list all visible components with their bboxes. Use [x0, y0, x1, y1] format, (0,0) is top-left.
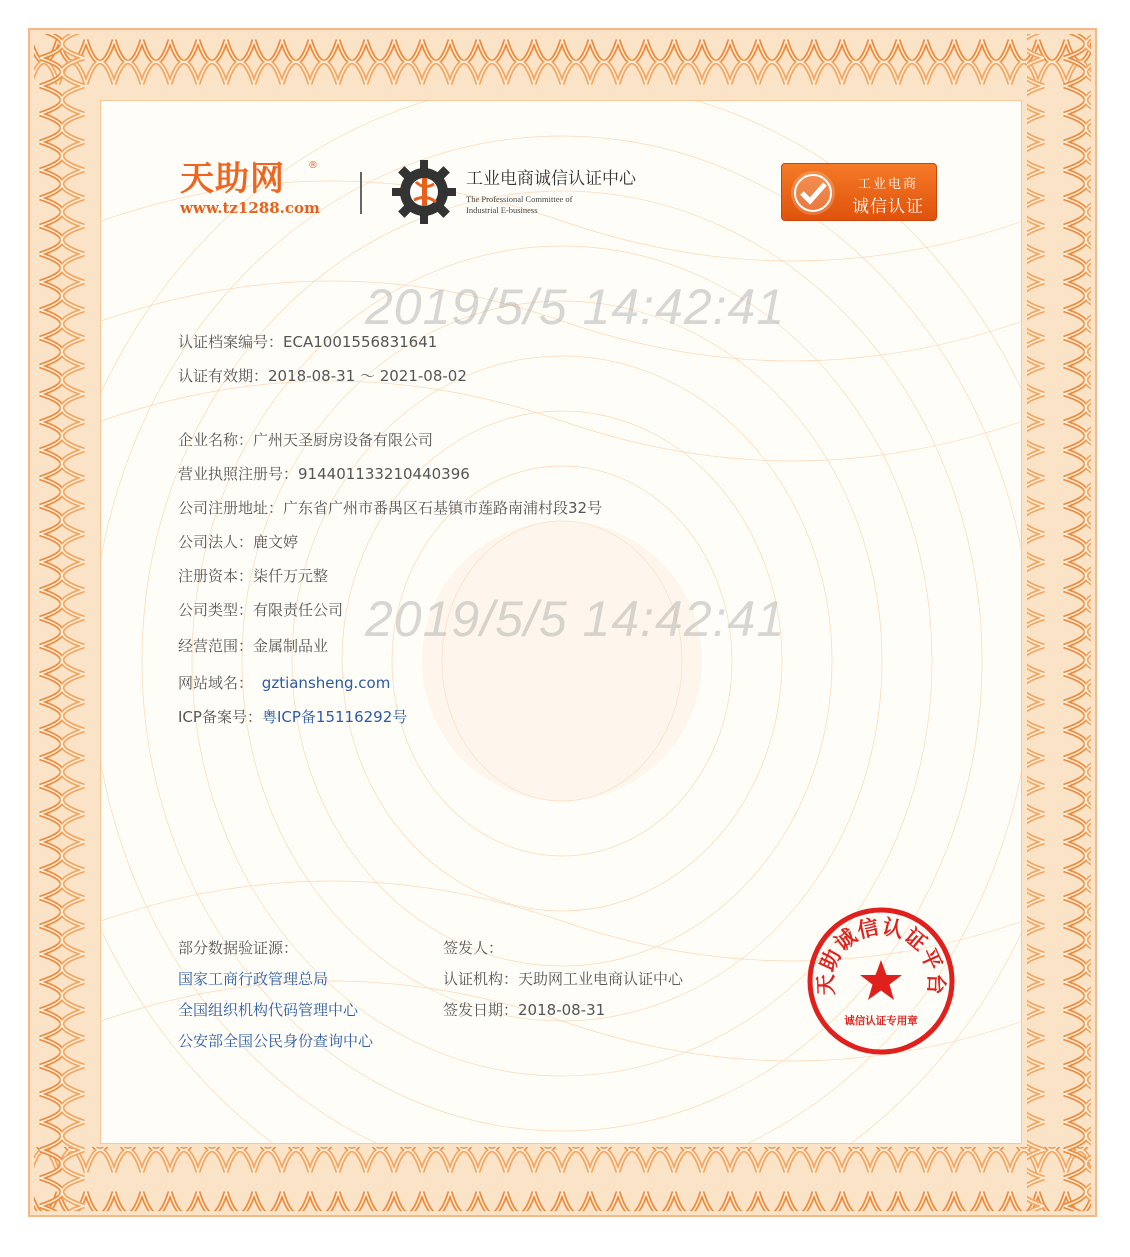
star-icon — [860, 960, 902, 1000]
sources-title: 部分数据验证源： — [178, 939, 299, 957]
validity-label: 认证有效期： — [178, 367, 269, 385]
center-en-line2: Industrial E-business — [466, 205, 538, 215]
address-label: 公司注册地址： — [178, 499, 284, 517]
company-name-value: 广州天圣厨房设备有限公司 — [253, 431, 434, 449]
issue-date-row — [443, 1000, 605, 1020]
legal-person-label: 公司法人： — [178, 533, 254, 551]
capital-row — [178, 566, 328, 586]
legal-person-row — [178, 532, 298, 552]
business-scope-row — [178, 636, 328, 656]
company-type-label: 公司类型： — [178, 601, 254, 619]
archive-number-value: ECA1001556831641 — [283, 333, 438, 351]
source-link[interactable]: 国家工商行政管理总局 — [178, 970, 329, 988]
seal-bottom-text: 诚信认证专用章 — [844, 1015, 918, 1027]
checkmark-seal-icon — [788, 168, 838, 218]
company-type-value: 有限责任公司 — [253, 601, 344, 619]
capital-label: 注册资本： — [178, 567, 254, 585]
license-row — [178, 464, 470, 484]
brand-url: www.tz1288.com — [180, 199, 320, 217]
license-label: 营业执照注册号： — [178, 465, 299, 483]
archive-number-label: 认证档案编号： — [178, 333, 284, 351]
registered-mark: ® — [308, 160, 318, 171]
badge-line1: 工业电商 — [858, 177, 919, 192]
capital-value: 柒仟万元整 — [253, 567, 329, 585]
seal-arc-text: 天助诚信认证平台 — [813, 914, 949, 996]
issuing-org-row — [443, 969, 683, 989]
issuing-org-label: 认证机构： — [443, 970, 519, 988]
tianzhu-logo[interactable] — [180, 160, 320, 218]
license-value: 914401133210440396 — [298, 465, 470, 483]
certification-badge[interactable] — [781, 163, 937, 221]
legal-person-value: 鹿文婷 — [253, 533, 299, 551]
brand-name: 天助网 — [180, 159, 285, 199]
archive-number-row — [178, 332, 437, 352]
icp-label: ICP备案号： — [178, 708, 262, 726]
timestamp-watermark: 2019/5/5 14:42:41 — [365, 279, 786, 335]
center-name: 工业电商诚信认证中心 — [466, 169, 636, 189]
validity-value: 2018-08-31 ～ 2021-08-02 — [268, 367, 467, 385]
source-link[interactable]: 公安部全国公民身份查询中心 — [178, 1032, 374, 1050]
badge-line2: 诚信认证 — [852, 197, 924, 217]
official-seal — [806, 906, 956, 1056]
center-en-line1: The Professional Committee of — [466, 194, 573, 204]
business-scope-label: 经营范围： — [178, 637, 254, 655]
validity-row — [178, 366, 467, 386]
domain-row — [178, 673, 390, 693]
icp-link[interactable]: 粤ICP备15116292号 — [261, 708, 408, 726]
domain-link[interactable]: gztiansheng.com — [261, 674, 391, 692]
issue-date-value: 2018-08-31 — [518, 1001, 606, 1019]
signer-label: 签发人： — [443, 939, 504, 957]
header-divider — [360, 172, 362, 214]
domain-label: 网站域名： — [178, 674, 254, 692]
address-row — [178, 498, 602, 518]
signer-row — [443, 938, 503, 958]
company-name-row — [178, 430, 433, 450]
company-type-row — [178, 600, 343, 620]
address-value: 广东省广州市番禺区石基镇市莲路南浦村段32号 — [283, 499, 603, 517]
center-name-english — [466, 194, 572, 216]
issuing-org-value: 天助网工业电商认证中心 — [518, 970, 684, 988]
business-scope-value: 金属制品业 — [253, 637, 329, 655]
company-name-label: 企业名称： — [178, 431, 254, 449]
source-link[interactable]: 全国组织机构代码管理中心 — [178, 1001, 359, 1019]
icp-row — [178, 707, 407, 727]
issue-date-label: 签发日期： — [443, 1001, 519, 1019]
timestamp-watermark: 2019/5/5 14:42:41 — [365, 591, 786, 647]
gear-globe-icon — [392, 160, 456, 224]
